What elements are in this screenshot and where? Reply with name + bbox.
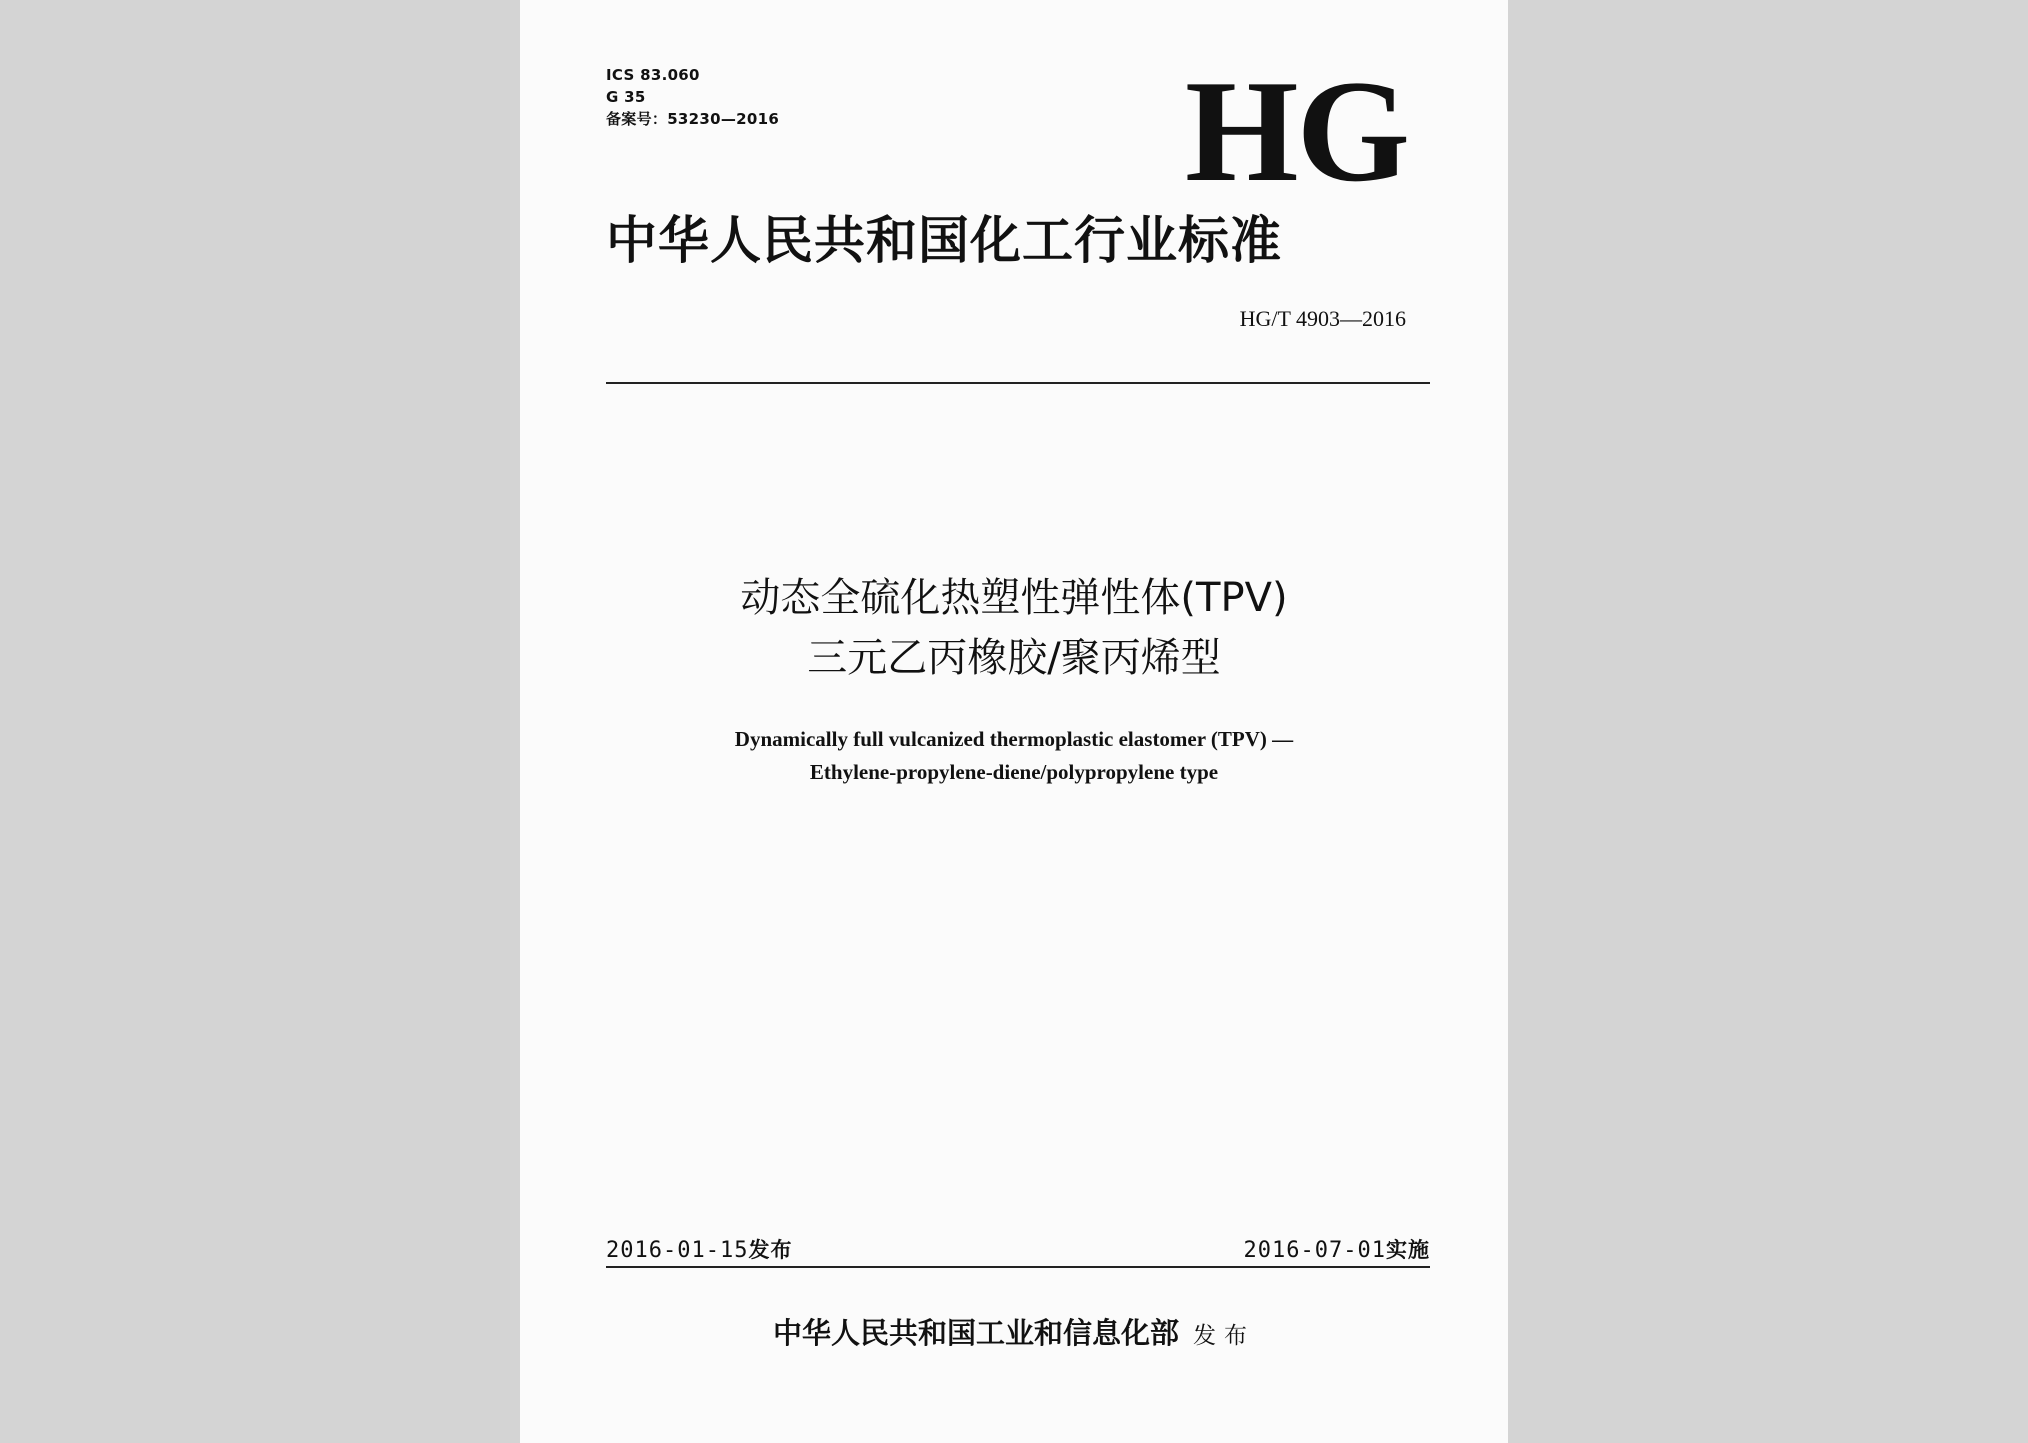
- english-title: [520, 723, 1508, 789]
- top-divider: [606, 382, 1430, 384]
- standard-number: HG/T 4903—2016: [1239, 306, 1406, 331]
- english-title-line-1: Dynamically full vulcanized thermoplastic elastomer (TPV) —: [734, 727, 1294, 751]
- hg-logo: HG: [1185, 50, 1409, 212]
- bottom-divider: [606, 1266, 1430, 1268]
- standard-title: 中华人民共和国化工行业标准: [606, 212, 1283, 271]
- classification-block: [606, 64, 779, 130]
- issue-date-value: 2016-01-15: [606, 1238, 749, 1263]
- chinese-title-line-2: 三元乙丙橡胶/聚丙烯型: [807, 635, 1221, 681]
- implementation-date: [1244, 1236, 1430, 1265]
- publisher-label: 发布: [1193, 1323, 1255, 1349]
- chinese-title-line-1: 动态全硫化热塑性弹性体(TPV): [740, 575, 1288, 621]
- english-title-line-2: Ethylene-propylene-diene/polypropylene type: [809, 760, 1219, 784]
- ics-code: ICS 83.060: [606, 66, 700, 84]
- record-number: 备案号：53230—2016: [606, 110, 780, 128]
- document-page: [520, 0, 1508, 1443]
- implementation-label: 实施: [1386, 1238, 1430, 1262]
- chinese-title: [520, 568, 1508, 688]
- issue-label: 发布: [748, 1238, 793, 1262]
- publisher-name: 中华人民共和国工业和信息化部: [772, 1316, 1179, 1350]
- issue-date: [606, 1236, 792, 1265]
- implementation-date-value: 2016-07-01: [1243, 1238, 1386, 1263]
- publisher: [520, 1313, 1508, 1356]
- ccs-code: G 35: [606, 88, 646, 106]
